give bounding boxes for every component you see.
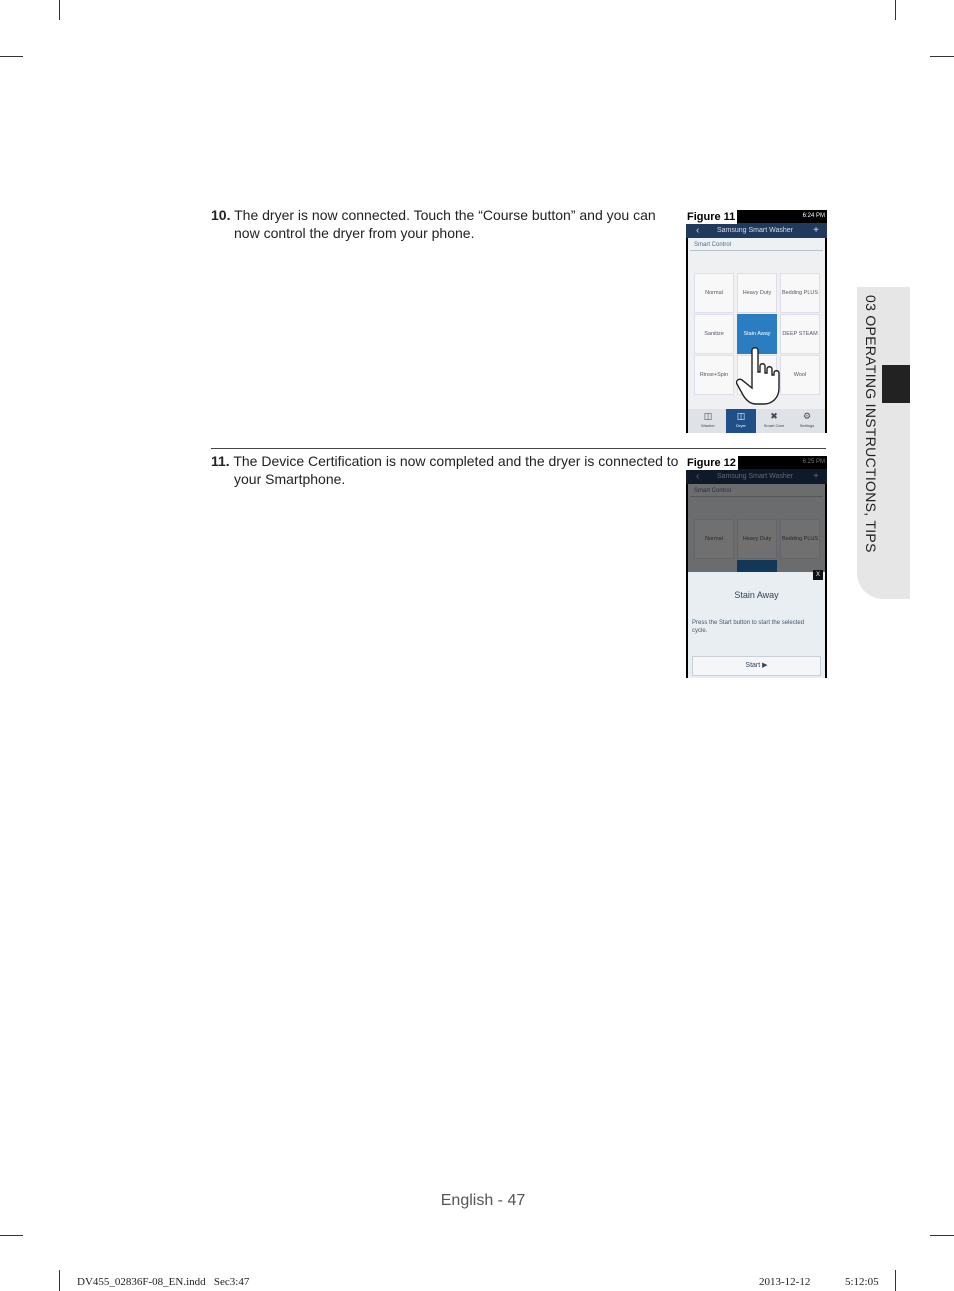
dialog-title: Stain Away bbox=[734, 590, 779, 600]
figure-label: Figure 12 bbox=[687, 457, 736, 469]
chapter-label: 03 OPERATING INSTRUCTIONS, TIPS bbox=[863, 295, 879, 553]
app-title: Samsung Smart Washer bbox=[717, 227, 793, 234]
course-tile-bedding-plus[interactable]: Bedding PLUS bbox=[780, 273, 820, 313]
nav-washer[interactable]: ◫ Washer bbox=[693, 409, 723, 433]
course-tile-sanitize[interactable]: Sanitize bbox=[694, 314, 734, 354]
smart-care-icon: ✖ bbox=[770, 411, 778, 421]
nav-dryer[interactable]: ◫ Dryer bbox=[726, 409, 756, 433]
dryer-icon: ◫ bbox=[736, 411, 746, 421]
slug-time: 5:12:05 bbox=[845, 1276, 879, 1288]
section-divider bbox=[211, 448, 826, 449]
section-label: Smart Control bbox=[694, 242, 732, 248]
nav-smart-care[interactable]: ✖ Smart Care bbox=[759, 409, 789, 433]
slug-date: 2013-12-12 bbox=[759, 1276, 811, 1288]
crop-mark bbox=[0, 1235, 23, 1236]
play-icon: ▶ bbox=[762, 662, 768, 669]
chapter-side-tab bbox=[857, 287, 910, 599]
plus-icon[interactable]: + bbox=[813, 225, 819, 236]
start-button[interactable] bbox=[692, 656, 821, 676]
crop-mark bbox=[59, 0, 60, 20]
slug-file: DV455_02836F-08_EN.indd Sec3:47 bbox=[77, 1276, 250, 1288]
gear-icon: ⚙ bbox=[802, 411, 812, 421]
page-number: English - 47 bbox=[440, 1192, 526, 1209]
crop-mark bbox=[895, 0, 896, 20]
step-text: The dryer is now connected. Touch the “Course button” and you can now control the dryer from your phone. bbox=[234, 207, 656, 241]
course-tile-rinse-spin[interactable]: Rinse+Spin bbox=[694, 355, 734, 395]
step-text: The Device Certification is now completed and the dryer is connected to your Smartphone. bbox=[233, 453, 679, 487]
course-tile-stain-away[interactable]: Stain Away bbox=[737, 314, 777, 354]
crop-mark bbox=[930, 56, 954, 57]
course-tile-heavy-duty[interactable]: Heavy Duty bbox=[737, 273, 777, 313]
figure-12-screenshot bbox=[686, 456, 827, 678]
course-tile-wool[interactable]: Wool bbox=[780, 355, 820, 395]
crop-mark bbox=[59, 1270, 60, 1291]
smart-control-panel bbox=[688, 238, 825, 433]
washer-icon: ◫ bbox=[703, 411, 713, 421]
figure-label: Figure 11 bbox=[687, 211, 736, 223]
stain-away-dialog bbox=[688, 572, 825, 678]
step-11 bbox=[211, 452, 679, 488]
start-label: Start bbox=[745, 662, 761, 669]
dialog-message: Press the Start button to start the selected cycle. bbox=[692, 620, 805, 634]
step-number: 10. bbox=[211, 207, 231, 223]
step-10 bbox=[211, 206, 679, 242]
crop-mark bbox=[895, 1270, 896, 1291]
bottom-nav bbox=[688, 409, 825, 433]
course-tile-normal[interactable]: Normal bbox=[694, 273, 734, 313]
status-time: 6:24 PM bbox=[802, 213, 825, 219]
pointing-hand-icon bbox=[736, 346, 782, 406]
back-arrow-icon[interactable]: ‹ bbox=[696, 225, 700, 236]
crop-mark bbox=[0, 56, 23, 57]
app-bar bbox=[686, 223, 827, 238]
course-tile-deep-steam[interactable]: DEEP STEAM bbox=[780, 314, 820, 354]
chapter-marker bbox=[882, 365, 910, 403]
step-number: 11. bbox=[211, 453, 230, 469]
crop-mark bbox=[930, 1235, 954, 1236]
nav-settings[interactable]: ⚙ Settings bbox=[792, 409, 822, 433]
close-icon[interactable]: X bbox=[813, 570, 823, 580]
figure-11-screenshot bbox=[686, 210, 827, 433]
divider bbox=[690, 250, 823, 251]
